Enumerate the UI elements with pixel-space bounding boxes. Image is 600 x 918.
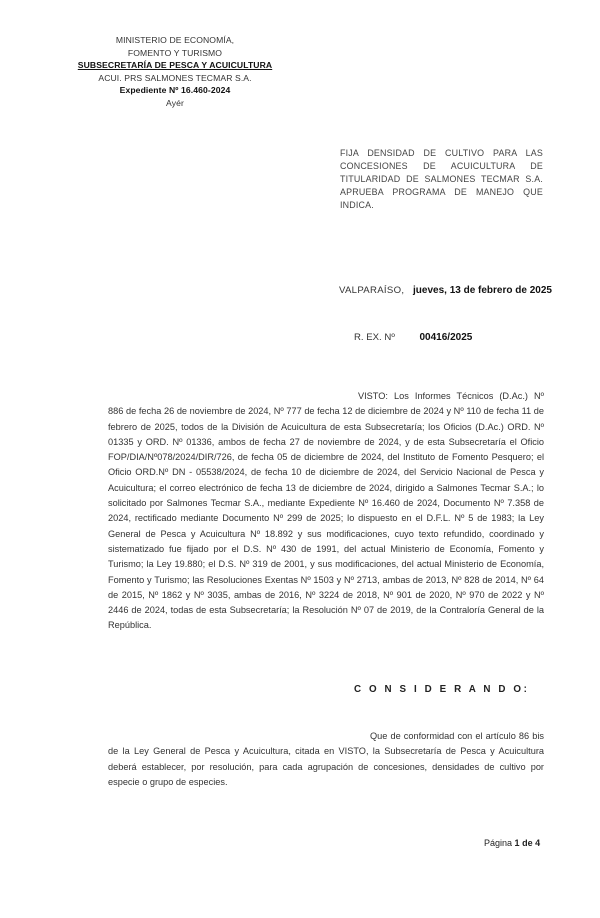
resolution-number: [354, 332, 472, 343]
page-total: 4: [535, 838, 541, 848]
expediente-line: Expediente Nº 16.460-2024: [119, 85, 231, 96]
page-prefix: Página: [484, 838, 513, 848]
resolution-label: R. EX. Nº: [354, 332, 395, 343]
considerando-paragraph-1: Que de conformidad con el artículo 86 bis de la Ley General de Pesca y Acuicultura, citada en VISTO, la Subsecretaría de Pesca y Acuicultura deberá establecer, por resolución, para cada agrupación de concesiones, densidades de cultivo por especie o grupo de especies.: [108, 731, 544, 787]
letterhead: [60, 34, 290, 110]
resolution-value: 00416/2025: [419, 332, 473, 343]
ministry-line-2: FOMENTO Y TURISMO: [127, 47, 223, 58]
place-date: [339, 285, 552, 296]
ministry-line-1: MINISTERIO DE ECONOMÍA,: [115, 35, 235, 45]
page-sep: de: [522, 838, 533, 848]
page-number: [484, 838, 540, 848]
date: jueves, 13 de febrero de 2025: [413, 285, 552, 296]
subsecretaria-line: SUBSECRETARÍA DE PESCA Y ACUICULTURA: [77, 60, 273, 71]
place: VALPARAÍSO,: [339, 285, 405, 296]
initials-line: Ayér: [166, 97, 184, 108]
page-current: 1: [514, 838, 520, 848]
considerando-heading: C O N S I D E R A N D O:: [354, 684, 530, 695]
company-line: ACUI. PRS SALMONES TECMAR S.A.: [98, 72, 252, 83]
visto-paragraph: VISTO: Los Informes Técnicos (D.Ac.) Nº 886 de fecha 26 de noviembre de 2024, Nº 777 de fecha 12 de diciembre de 2024 y Nº 110 de fecha 11 de febrero de 2025, todos de la División de Acuicultura de esta Subsecretaría; los Oficios (D.Ac.) ORD. Nº 01335 y ORD. Nº 01336, ambos de fecha 27 de noviembre de 2024, y de esta Subsecretaría el Oficio FOP/DIA/Nº078/2024/DIR/726, de fecha 05 de diciembre de 2024, del Instituto de Fomento Pesquero; el Oficio ORD.Nº DN - 05538/2024, de fecha 10 de diciembre de 2024, del Servicio Nacional de Pesca y Acuicultura; el correo electrónico de fecha 13 de diciembre de 2024, dirigido a Salmones Tecmar S.A.; lo solicitado por Salmones Tecmar S.A., mediante Expediente Nº 16.460 de 2024, Documento Nº 7.358 de 2024, rectificado mediante Documento Nº 299 de 2025; lo dispuesto en el D.F.L. Nº 5 de 1983; la Ley General de Pesca y Acuicultura Nº 18.892 y sus modificaciones, cuyo texto refundido, coordinado y sistematizado fue fijado por el D.S. Nº 430 de 1991, del actual Ministerio de Economía, Fomento y Turismo; la Ley 19.880; el D.S. Nº 319 de 2001, y sus modificaciones, del actual Ministerio de Economía, Fomento y Turismo; las Resoluciones Exentas Nº 1503 y Nº 2713, ambas de 2013, Nº 828 de 2014, Nº 64 de 2015, Nº 1862 y Nº 3035, ambas de 2016, Nº 3224 de 2018, Nº 901 de 2020, Nº 970 de 2022 y Nº 2446 de 2024, todas de esta Subsecretaría; la Resolución Nº 07 de 2019, de la Contraloría General de la República.: [108, 391, 544, 631]
resolution-subject: FIJA DENSIDAD DE CULTIVO PARA LAS CONCESIONES DE ACUICULTURA DE TITULARIDAD DE SALMONES TECMAR S.A. APRUEBA PROGRAMA DE MANEJO QUE INDICA.: [340, 148, 543, 210]
